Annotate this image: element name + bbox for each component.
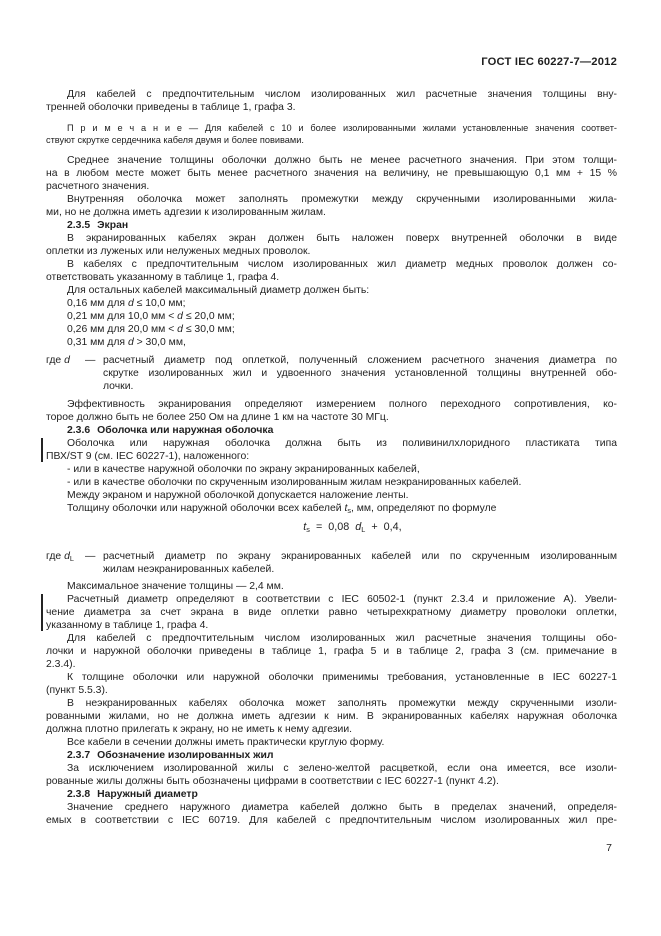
bullet-item: - или в качестве наружной оболочки по экрану экранированных кабелей, bbox=[67, 464, 420, 475]
text-line: В кабелях с предпочтительным числом изолированных жил диаметр медных проволок должен со- bbox=[67, 259, 617, 270]
paragraph bbox=[46, 632, 617, 671]
paragraph: Между экраном и наружной оболочкой допускается наложение ленты. bbox=[67, 490, 409, 501]
var-d: d bbox=[64, 355, 70, 366]
text-line: жилам неэкранированных кабелей. bbox=[103, 564, 275, 575]
page-number: 7 bbox=[606, 842, 612, 854]
section-heading bbox=[46, 219, 617, 232]
text-line: В неэкранированных кабелях оболочка может заполнять промежутки между скрученными изоли- bbox=[67, 698, 617, 709]
paragraph bbox=[46, 697, 617, 736]
text-line: Среднее значение толщины оболочки должно быть не менее расчетного значения. При этом толщи- bbox=[67, 155, 617, 166]
paragraph bbox=[46, 502, 617, 517]
text-line: должна плотно прилегать к экрану, но не иметь к нему адгезии. bbox=[46, 724, 353, 735]
document-body bbox=[46, 88, 617, 827]
heading-number: 2.3.8 bbox=[67, 789, 91, 800]
text-line: расчетный диаметр по экрану экранированных кабелей или по скрученным изолированным bbox=[103, 551, 617, 562]
paragraph bbox=[46, 762, 617, 788]
text-span: ≤ 30,0 мм; bbox=[182, 324, 235, 335]
text-line: скрутке изолированных жил и удвоенного значения установленной толщины внутренней обо- bbox=[103, 368, 617, 379]
list-item bbox=[46, 297, 617, 310]
text-line: ствуют скрутке сердечника кабеля двумя и более повивами. bbox=[46, 134, 304, 145]
text-line: За исключением изолированной жилы с зелено-желтой расцветкой, если она имеется, все изоли- bbox=[67, 763, 617, 774]
text-line: К толщине оболочки или наружной оболочки применимы требования, установленные в IEC 60227-1 bbox=[67, 672, 617, 683]
text-span: > 30,0 мм, bbox=[133, 337, 186, 348]
note-paragraph bbox=[46, 123, 617, 146]
section-heading bbox=[46, 749, 617, 762]
text-line: тренней оболочки приведены в таблице 1, графа 3. bbox=[46, 102, 296, 113]
text-line: Эффективность экранирования определяют измерением полного переходного сопротивления, ко- bbox=[67, 399, 617, 410]
list-item bbox=[46, 336, 617, 349]
text-line: Оболочка или наружная оболочка должна быть из поливинилхлоридного пластиката типа bbox=[67, 438, 617, 449]
heading-number: 2.3.5 bbox=[67, 220, 91, 231]
subscript: L bbox=[361, 525, 366, 534]
bullet-item: - или в качестве оболочки по скрученным изолированным жилам неэкранированных кабелей. bbox=[67, 477, 522, 488]
text-span: 0,16 мм для bbox=[67, 298, 128, 309]
heading-number: 2.3.6 bbox=[67, 425, 91, 436]
text-line: чение диаметра за счет экрана в виде оплетки равно четырехкратному диаметру проволоки оплетки, bbox=[46, 607, 617, 618]
list-item bbox=[46, 310, 617, 323]
heading-title: Обозначение изолированных жил bbox=[97, 750, 274, 761]
paragraph bbox=[46, 193, 617, 219]
text-line: расчетный диаметр под оплеткой, полученный сложением расчетного значения диаметра по bbox=[103, 355, 617, 366]
text-line: ми, но не должна иметь адгезии к изолированным жилам. bbox=[46, 207, 326, 218]
text-line: Внутренняя оболочка может заполнять промежутки между скрученными изолированными жила- bbox=[67, 194, 617, 205]
heading-title: Оболочка или наружная оболочка bbox=[97, 425, 274, 436]
paragraph bbox=[46, 154, 617, 193]
text-line: 2.3.4). bbox=[46, 659, 76, 670]
definition-text bbox=[103, 550, 617, 576]
definition-text bbox=[103, 354, 617, 393]
formula bbox=[88, 521, 617, 536]
text-span: где bbox=[46, 355, 65, 366]
definition-dash: — bbox=[85, 551, 96, 562]
paragraph bbox=[46, 258, 617, 284]
heading-number: 2.3.7 bbox=[67, 750, 91, 761]
var-d: d bbox=[127, 298, 134, 309]
text-line: оплетки из луженых или нелуженых медных проволок. bbox=[46, 246, 311, 257]
change-bar bbox=[41, 438, 43, 462]
text-span: + 0,4, bbox=[365, 521, 402, 533]
text-line: лочки и наружной оболочки приведены в таблице 1, графа 5 и в таблице 2, графа 3 (см. примечание в bbox=[46, 646, 617, 657]
text-line: торое должно быть не более 250 Ом на длине 1 км на частоте 30 МГц. bbox=[46, 412, 389, 423]
text-span: ≤ 20,0 мм; bbox=[182, 311, 235, 322]
section-heading bbox=[46, 788, 617, 801]
paragraph: Максимальное значение толщины — 2,4 мм. bbox=[67, 581, 284, 592]
text-span: ≤ 10,0 мм; bbox=[133, 298, 186, 309]
text-line: ПВХ/ST 9 (см. IEC 60227-1), наложенного: bbox=[46, 451, 250, 462]
list-item bbox=[46, 323, 617, 336]
var-t: t bbox=[303, 521, 307, 533]
text-span: 0,31 мм для bbox=[67, 337, 128, 348]
text-line: рованными жилами, но не должна иметь адгезии к ним. В экранированных кабелях наружная оболочка bbox=[46, 711, 617, 722]
text-span: 0,26 мм для 20,0 мм < bbox=[67, 324, 178, 335]
document-header: ГОСТ IEC 60227-7—2012 bbox=[481, 56, 617, 68]
text-line: Расчетный диаметр определяют в соответствии с IEC 60502-1 (пункт 2.3.4 и приложение А). Увели- bbox=[67, 594, 617, 605]
definition-paragraph bbox=[46, 550, 617, 576]
text-line: емых в соответствии с IEC 60719. Для кабелей с предпочтительным числом изолированных жил пре- bbox=[46, 815, 617, 826]
paragraph bbox=[46, 671, 617, 697]
var-d: d bbox=[64, 551, 70, 562]
paragraph-changed bbox=[46, 593, 617, 632]
text-span: Толщину оболочки или наружной оболочки всех кабелей bbox=[67, 503, 345, 514]
text-span: , мм, определяют по формуле bbox=[350, 503, 497, 514]
text-span: 0,21 мм для 10,0 мм < bbox=[67, 311, 178, 322]
heading-title: Наружный диаметр bbox=[97, 789, 198, 800]
subscript: s bbox=[306, 525, 310, 534]
definition-term bbox=[46, 354, 85, 393]
paragraph: Для остальных кабелей максимальный диаметр должен быть: bbox=[67, 285, 370, 296]
text-span: = 0,08 bbox=[309, 521, 356, 533]
text-line: Значение среднего наружного диаметра кабелей должно быть в пределах значений, определя- bbox=[67, 802, 617, 813]
change-bar bbox=[41, 594, 43, 631]
paragraph bbox=[46, 88, 617, 114]
paragraph bbox=[46, 801, 617, 827]
subscript: L bbox=[69, 554, 74, 563]
text-line: (пункт 5.5.3). bbox=[46, 685, 108, 696]
text-line: В экранированных кабелях экран должен быть наложен поверх внутренней оболочки в виде bbox=[67, 233, 617, 244]
definition-paragraph bbox=[46, 354, 617, 393]
text-line: Для кабелей с предпочтительным числом изолированных жил расчетные значения толщины обо- bbox=[67, 633, 617, 644]
subscript: s bbox=[347, 506, 351, 515]
text-line: П р и м е ч а н и е — Для кабелей с 10 и более изолированными жилами установленные значения соответ- bbox=[67, 123, 617, 133]
paragraph bbox=[46, 398, 617, 424]
text-line: Для кабелей с предпочтительным числом изолированных жил расчетные значения толщины вну- bbox=[67, 89, 617, 100]
definition-dash: — bbox=[85, 355, 96, 366]
var-d: d bbox=[355, 521, 362, 533]
text-line: ответствовать указанному в таблице 1, графа 4. bbox=[46, 272, 280, 283]
var-d: d bbox=[177, 324, 183, 335]
text-line: на в любом месте может быть менее расчетного значения на величину, не превышающую 0,1 мм + 15 % bbox=[46, 168, 617, 179]
paragraph bbox=[46, 232, 617, 258]
text-line: расчетного значения. bbox=[46, 181, 150, 192]
paragraph-changed bbox=[46, 437, 617, 463]
var-t: t bbox=[344, 503, 348, 514]
paragraph: Все кабели в сечении должны иметь практически круглую форму. bbox=[67, 737, 385, 748]
var-d: d bbox=[127, 337, 134, 348]
section-heading bbox=[46, 424, 617, 437]
text-span: где bbox=[46, 551, 65, 562]
text-line: указанному в таблице 1, графа 4. bbox=[46, 620, 209, 631]
var-d: d bbox=[177, 311, 183, 322]
text-line: лочки. bbox=[103, 381, 134, 392]
heading-title: Экран bbox=[97, 220, 129, 231]
text-line: рованные жилы должны быть обозначены цифрами в соответствии с IEC 60227-1 (пункт 4.2). bbox=[46, 776, 499, 787]
definition-term bbox=[46, 550, 85, 576]
